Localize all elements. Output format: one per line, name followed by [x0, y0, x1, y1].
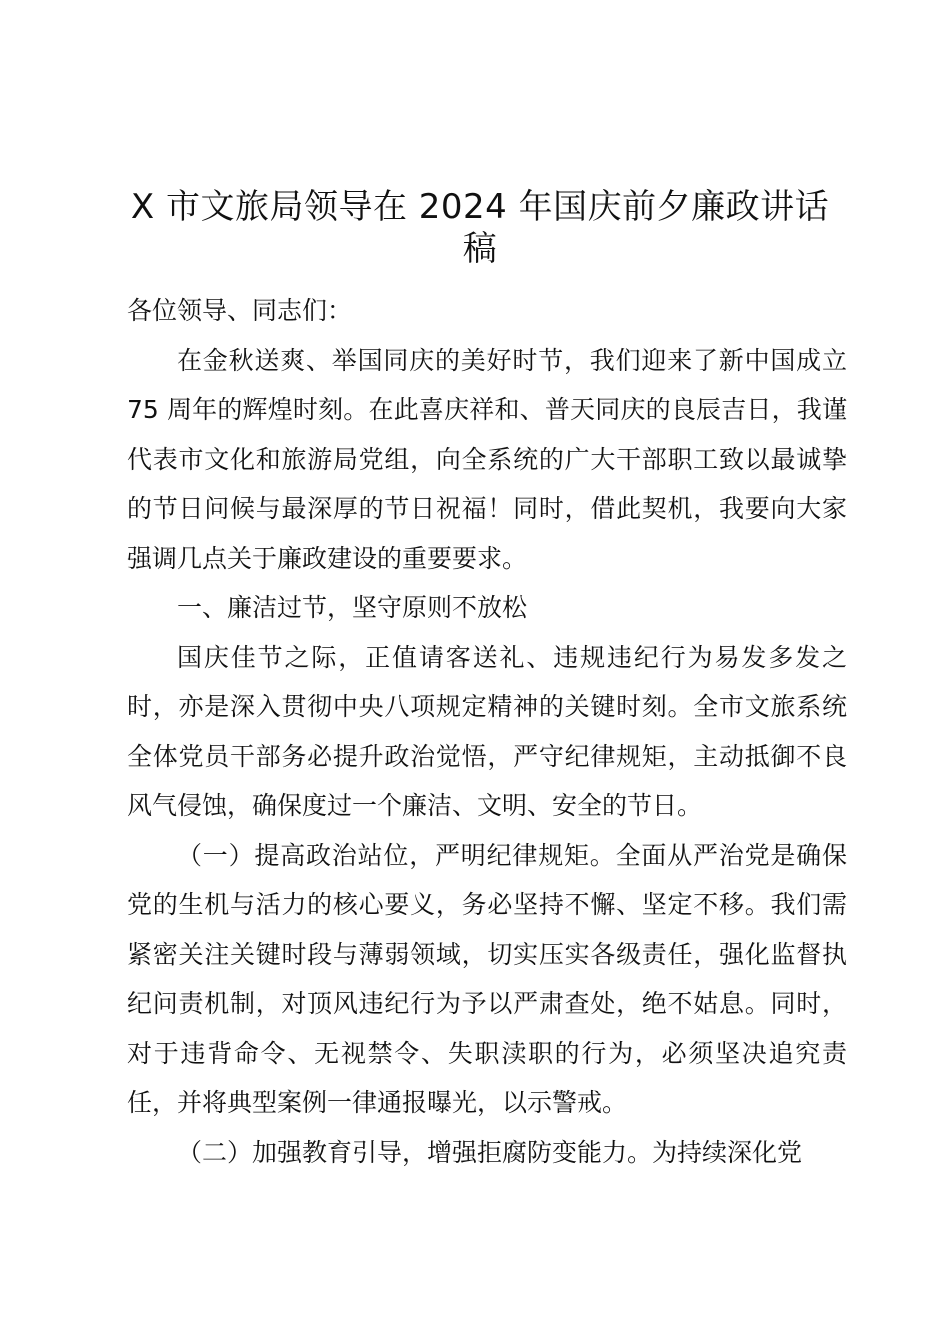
paragraph-subsection-1: （一）提高政治站位，严明纪律规矩。全面从严治党是确保党的生机与活力的核心要义，务必坚持不懈、坚定不移。我们需紧密关注关键时段与薄弱领域，切实压实各级责任，强化监督执纪问责机制，对顶风违纪行为予以严肃查处，绝不姑息。同时，对于违背命令、无视禁令、失职渎职的行为，必须坚决追究责任，并将典型案例一律通报曝光，以示警戒。 [127, 840, 847, 1117]
document-body [127, 286, 847, 1177]
paragraph-section-1: 国庆佳节之际，正值请客送礼、违规违纪行为易发多发之时，亦是深入贯彻中央八项规定精神的关键时刻。全市文旅系统全体党员干部务必提升政治觉悟，严守纪律规矩，主动抵御不良风气侵蚀，确保度过一个廉洁、文明、安全的节日。 [127, 642, 847, 820]
paragraph-intro: 在金秋送爽、举国同庆的美好时节，我们迎来了新中国成立 75 周年的辉煌时刻。在此喜庆祥和、普天同庆的良辰吉日，我谨代表市文化和旅游局党组，向全系统的广大干部职工致以最诚挚的节日问候与最深厚的节日祝福！同时，借此契机，我要向大家强调几点关于廉政建设的重要要求。 [127, 345, 847, 573]
paragraph-subsection-2: （二）加强教育引导，增强拒腐防变能力。为持续深化党 [177, 1137, 803, 1167]
salutation: 各位领导、同志们： [127, 296, 353, 325]
document-title: X 市文旅局领导在 2024 年国庆前夕廉政讲话稿 [130, 187, 830, 269]
section-heading-1: 一、廉洁过节，坚守原则不放松 [177, 593, 528, 622]
